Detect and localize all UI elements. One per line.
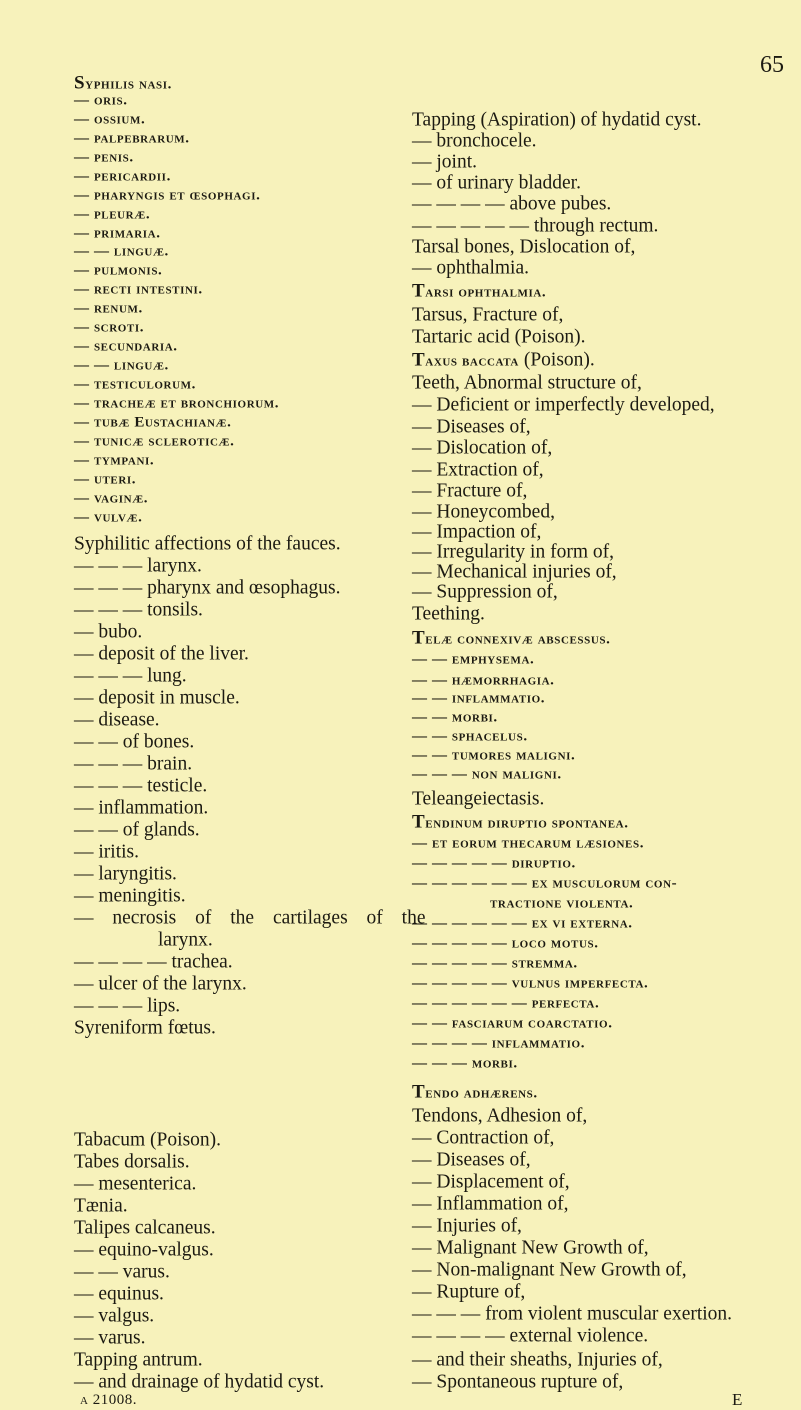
page-number: 65 [760,52,784,78]
index-entry-right: — — — — — through rectum. [412,215,659,237]
index-entry-right: Taxus baccata (Poison). [412,349,595,371]
index-entry-left: — varus. [74,1327,146,1349]
index-entry-right: — — hæmorrhagia. [412,672,555,689]
index-entry-right: Tendinum diruptio spontanea. [412,811,629,833]
index-entry-right: — — — — — vulnus imperfecta. [412,975,649,992]
index-entry-left: — pericardii. [74,168,171,185]
index-entry-left: — tubæ Eustachianæ. [74,414,232,431]
index-entry-right: — — tumores maligni. [412,747,576,764]
index-entry-left: — disease. [74,709,160,731]
index-entry-left: — — — larynx. [74,555,202,577]
index-entry-left: — penis. [74,149,134,166]
index-entry-right: — — fasciarum coarctatio. [412,1015,613,1032]
index-entry-left: — equino-valgus. [74,1239,214,1261]
index-entry-left: — bubo. [74,621,143,643]
index-entry-right: — — inflammatio. [412,690,546,707]
index-entry-right: — — — — — diruptio. [412,855,576,872]
index-entry-left: — — linguæ. [74,243,169,260]
index-entry-left: — deposit in muscle. [74,687,240,709]
index-entry-left: — — — lips. [74,995,181,1017]
index-entry-left: — vulvæ. [74,509,143,526]
index-entry-left: — tracheæ et bronchiorum. [74,395,280,412]
index-entry-right: — — morbi. [412,709,498,726]
index-entry-right: tractione violenta. [490,895,634,912]
index-entry-right: — — — — — — ex musculorum con- [412,875,678,892]
index-entry-right: — — — morbi. [412,1055,518,1072]
index-entry-right: — — — — — — perfecta. [412,995,600,1012]
index-entry-right: Tarsus, Fracture of, [412,304,564,326]
index-entry-left: Tænia. [74,1195,128,1217]
printer-signature: a 21008. [80,1392,137,1408]
index-entry-right: Tendo adhærens. [412,1081,538,1103]
index-entry-left: — pleuræ. [74,206,151,223]
index-entry-right: — Spontaneous rupture of, [412,1371,624,1393]
index-entry-right: — Malignant New Growth of, [412,1237,649,1259]
index-entry-right: — — — from violent muscular exertion. [412,1303,733,1325]
index-entry-right: — bronchocele. [412,130,537,152]
index-entry-left: — — — tonsils. [74,599,203,621]
index-entry-left: — tympani. [74,452,155,469]
index-entry-left: — palpebrarum. [74,130,190,147]
index-entry-left: — meningitis. [74,885,186,907]
index-entry-right: Tarsi ophthalmia. [412,280,547,302]
index-entry-right: — Extraction of, [412,459,544,481]
index-entry-left: — necrosis of the cartilages of the [74,907,426,929]
index-entry-left: — — varus. [74,1261,170,1283]
index-entry-left: — primaria. [74,225,161,242]
index-entry-right: Tarsal bones, Dislocation of, [412,236,636,258]
index-entry-left: — iritis. [74,841,140,863]
index-entry-left: — pulmonis. [74,262,163,279]
index-entry-left: — — of bones. [74,731,195,753]
index-entry-right: — — — non maligni. [412,766,562,783]
index-entry-left: — secundaria. [74,338,178,355]
index-entry-left: — — — testicle. [74,775,208,797]
index-entry-left: — uteri. [74,471,137,488]
index-entry-right: Tendons, Adhesion of, [412,1105,588,1127]
index-entry-left: Syphilitic affections of the fauces. [74,533,341,555]
index-entry-left: — ossium. [74,111,146,128]
index-entry-left: Syphilis nasi. [74,72,172,94]
index-entry-right: — — — — above pubes. [412,193,612,215]
index-entry-right: — Deficient or imperfectly developed, [412,394,715,416]
index-entry-left: — scroti. [74,319,145,336]
index-entry-left: — mesenterica. [74,1173,197,1195]
index-entry-right: — et eorum thecarum læsiones. [412,835,645,852]
index-entry-right: — Fracture of, [412,480,528,502]
index-entry-left: Syreniform fœtus. [74,1017,216,1039]
index-entry-right: — Inflammation of, [412,1193,569,1215]
index-entry-right: — Dislocation of, [412,437,553,459]
index-entry-left: — — — brain. [74,753,193,775]
index-entry-right: — ophthalmia. [412,257,529,279]
index-entry-left: — vaginæ. [74,490,149,507]
index-entry-left: — — of glands. [74,819,200,841]
index-entry-right: — Irregularity in form of, [412,541,614,563]
index-entry-left: — laryngitis. [74,863,177,885]
index-entry-left: — pharyngis et œsophagi. [74,187,261,204]
index-entry-right: — — — — — stremma. [412,955,578,972]
index-entry-left: — inflammation. [74,797,209,819]
index-entry-right: — — sphacelus. [412,728,528,745]
index-entry-right: Teeth, Abnormal structure of, [412,372,642,394]
index-entry-right: Teething. [412,603,485,625]
index-entry-right: — of urinary bladder. [412,172,581,194]
index-entry-right: — — — — — loco motus. [412,935,599,952]
index-entry-left: — tunicæ scleroticæ. [74,433,235,450]
index-entry-left: larynx. [158,929,213,951]
index-entry-right: — and their sheaths, Injuries of, [412,1349,663,1371]
index-entry-left: — valgus. [74,1305,155,1327]
index-entry-right: — joint. [412,151,478,173]
index-entry-left: — — — pharynx and œsophagus. [74,577,341,599]
index-entry-left: — — — lung. [74,665,187,687]
index-entry-left: Tapping antrum. [74,1349,203,1371]
index-entry-left: — oris. [74,92,128,109]
index-entry-left: — and drainage of hydatid cyst. [74,1371,325,1393]
index-entry-right: Telæ connexivæ abscessus. [412,627,611,649]
index-entry-right: Tapping (Aspiration) of hydatid cyst. [412,109,702,131]
index-entry-right: — Suppression of, [412,581,558,603]
index-entry-right: — — — — external violence. [412,1325,649,1347]
index-entry-right: — Diseases of, [412,1149,531,1171]
index-entry-left: — — — — trachea. [74,951,233,973]
index-entry-right: — Mechanical injuries of, [412,561,617,583]
index-entry-right: — — emphysema. [412,651,535,668]
index-entry-left: — equinus. [74,1283,164,1305]
index-entry-right: — Honeycombed, [412,501,555,523]
index-entry-right: — — — — inflammatio. [412,1035,586,1052]
index-entry-right: — Impaction of, [412,521,542,543]
index-entry-left: — — linguæ. [74,357,169,374]
index-entry-left: — deposit of the liver. [74,643,249,665]
index-entry-right: Teleangeiectasis. [412,788,545,810]
index-entry-left: — ulcer of the larynx. [74,973,247,995]
index-entry-right: — Non-malignant New Growth of, [412,1259,687,1281]
index-entry-right: — Rupture of, [412,1281,526,1303]
index-entry-left: Talipes calcaneus. [74,1217,216,1239]
index-entry-left: — renum. [74,300,143,317]
index-entry-left: Tabacum (Poison). [74,1129,222,1151]
index-entry-right: Tartaric acid (Poison). [412,326,586,348]
signature-mark: E [732,1390,743,1409]
index-entry-right: — Diseases of, [412,416,531,438]
index-entry-right: — Injuries of, [412,1215,522,1237]
index-entry-left: — recti intestini. [74,281,203,298]
index-entry-left: — testiculorum. [74,376,196,393]
index-entry-right: — Displacement of, [412,1171,570,1193]
index-entry-right: — Contraction of, [412,1127,555,1149]
index-entry-left: Tabes dorsalis. [74,1151,190,1173]
index-entry-right: — — — — — — ex vi externa. [412,915,633,932]
